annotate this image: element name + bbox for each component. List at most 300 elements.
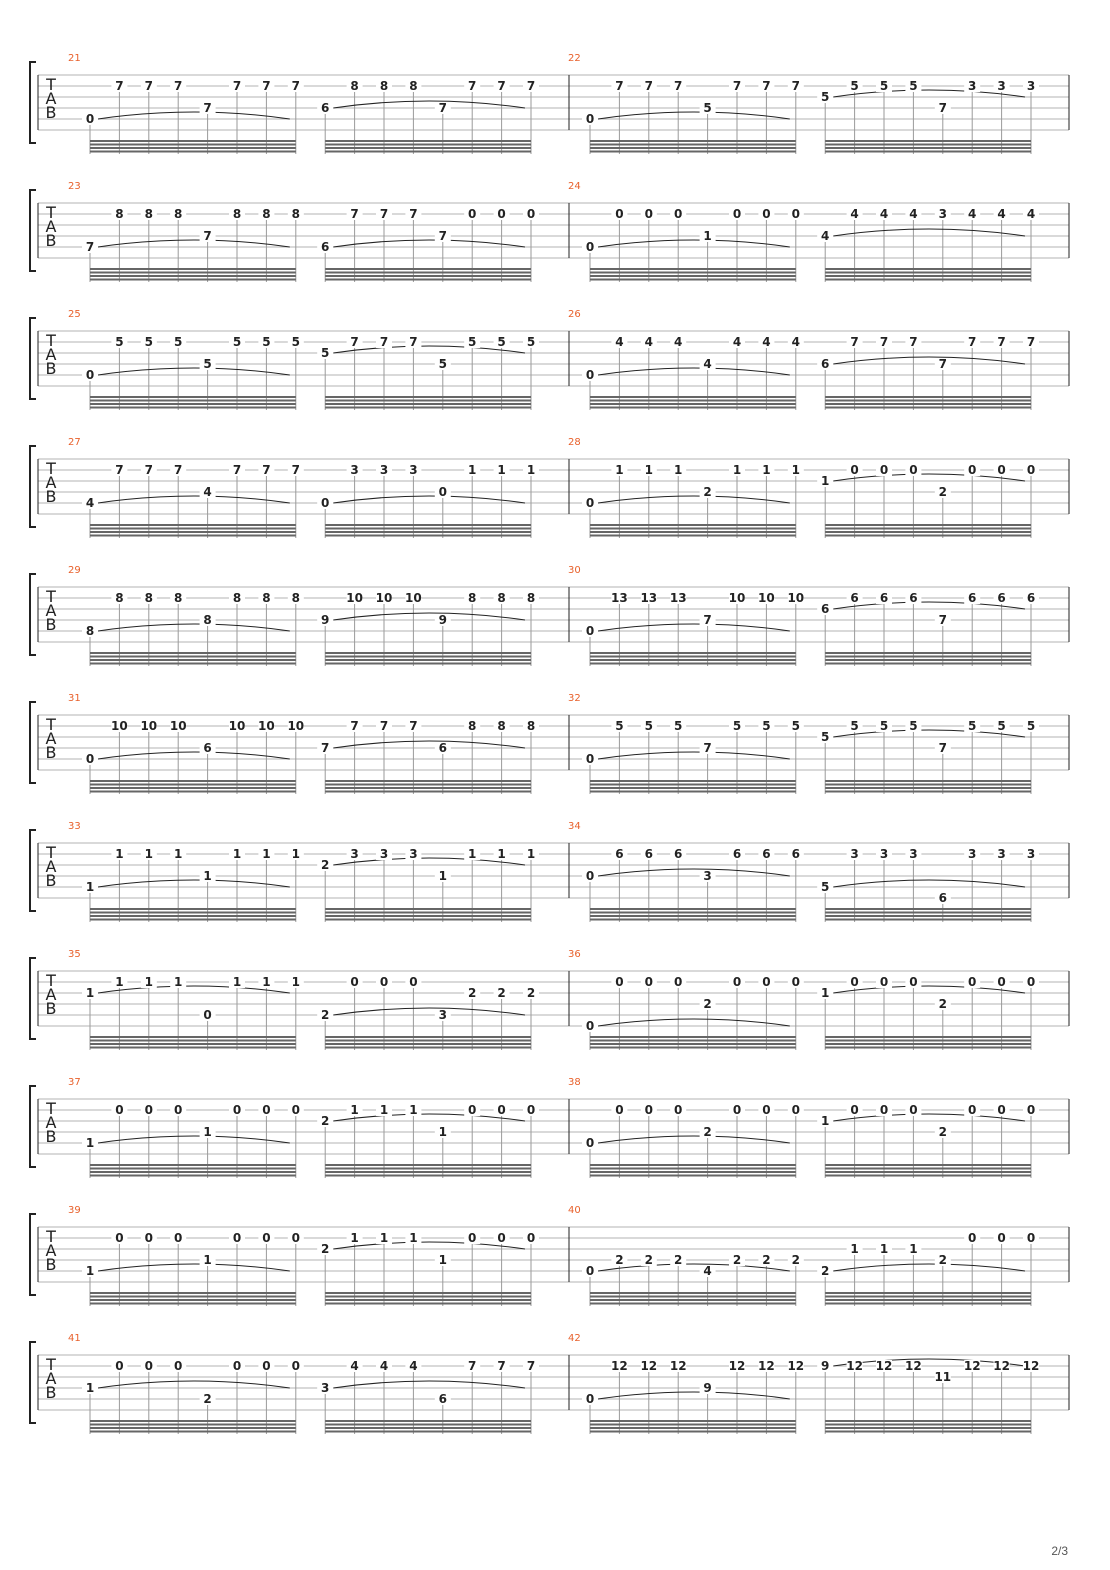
fret-number: 0	[615, 207, 624, 221]
system-bracket	[30, 702, 36, 783]
tab-clef-letter: B	[45, 615, 57, 634]
tie-arc	[598, 240, 790, 247]
fret-number: 7	[703, 741, 712, 755]
fret-number: 7	[115, 79, 124, 93]
fret-number: 0	[174, 1231, 183, 1245]
fret-number: 7	[262, 79, 271, 93]
fret-number: 2	[203, 1392, 212, 1406]
tab-clef-letter: B	[45, 871, 57, 890]
fret-number: 1	[644, 463, 653, 477]
fret-number: 1	[174, 847, 183, 861]
fret-number: 5	[674, 719, 683, 733]
tab-clef-letter: A	[45, 729, 57, 748]
tab-clef-letter: A	[45, 345, 57, 364]
fret-number: 5	[850, 79, 859, 93]
fret-number: 0	[997, 1231, 1006, 1245]
fret-number: 3	[1026, 847, 1036, 861]
fret-number: 0	[497, 1103, 506, 1117]
fret-number: 0	[674, 1103, 683, 1117]
measure-number: 24	[568, 181, 581, 192]
tie-arc	[333, 741, 525, 748]
fret-number: 7	[762, 79, 771, 93]
tie-arc	[598, 869, 790, 876]
fret-number: 5	[968, 719, 977, 733]
fret-number: 0	[585, 1136, 595, 1150]
fret-number: 1	[526, 847, 536, 861]
fret-number: 1	[203, 1125, 212, 1139]
tie-arc	[98, 880, 290, 887]
fret-number: 0	[585, 1019, 595, 1033]
fret-number: 1	[468, 463, 477, 477]
fret-number: 10	[758, 591, 775, 605]
fret-number: 0	[85, 752, 95, 766]
fret-number: 4	[703, 1264, 712, 1278]
fret-number: 9	[703, 1381, 712, 1395]
fret-number: 0	[291, 1359, 300, 1373]
fret-number: 0	[1026, 463, 1036, 477]
fret-number: 0	[526, 207, 536, 221]
fret-number: 8	[350, 79, 359, 93]
fret-number: 8	[144, 207, 153, 221]
system-bracket	[30, 190, 36, 271]
fret-number: 7	[350, 719, 359, 733]
measure-number: 25	[68, 309, 81, 320]
fret-number: 12	[640, 1359, 658, 1373]
measure-number: 29	[68, 565, 81, 576]
measure-number: 41	[68, 1333, 81, 1344]
fret-number: 5	[497, 335, 506, 349]
fret-number: 8	[379, 79, 389, 93]
tab-clef-letter: T	[46, 203, 56, 222]
fret-number: 7	[291, 463, 300, 477]
measure-number: 31	[68, 693, 81, 704]
fret-number: 2	[674, 1253, 683, 1267]
fret-number: 1	[174, 975, 183, 989]
fret-number: 7	[938, 613, 947, 627]
fret-number: 2	[703, 485, 712, 499]
fret-number: 3	[968, 79, 977, 93]
fret-number: 0	[879, 975, 889, 989]
tie-arc	[98, 368, 290, 375]
tab-clef-letter: B	[45, 743, 57, 762]
fret-number: 0	[262, 1231, 271, 1245]
fret-number: 0	[379, 975, 389, 989]
fret-number: 0	[585, 752, 595, 766]
fret-number: 6	[203, 741, 212, 755]
fret-number: 0	[909, 975, 918, 989]
fret-number: 0	[262, 1103, 271, 1117]
page-number: 2/3	[1051, 1544, 1068, 1558]
measure-number: 39	[68, 1205, 81, 1216]
fret-number: 0	[585, 112, 595, 126]
fret-number: 6	[321, 240, 330, 254]
fret-number: 13	[669, 591, 687, 605]
tie-arc	[598, 624, 790, 631]
tab-clef-letter: A	[45, 1113, 57, 1132]
fret-number: 0	[1026, 1103, 1036, 1117]
tab-clef-letter: B	[45, 487, 57, 506]
fret-number: 12	[993, 1359, 1010, 1373]
fret-number: 0	[321, 496, 330, 510]
fret-number: 5	[909, 79, 918, 93]
fret-number: 1	[144, 975, 153, 989]
fret-number: 0	[997, 463, 1006, 477]
fret-number: 6	[615, 847, 624, 861]
fret-number: 12	[875, 1359, 893, 1373]
fret-number: 0	[968, 975, 977, 989]
fret-number: 0	[115, 1359, 124, 1373]
fret-number: 5	[232, 335, 242, 349]
fret-number: 1	[85, 986, 95, 1000]
fret-number: 7	[526, 1359, 536, 1373]
fret-number: 7	[674, 79, 683, 93]
fret-number: 7	[526, 79, 536, 93]
fret-number: 0	[409, 975, 418, 989]
fret-number: 0	[1026, 975, 1036, 989]
tie-arc	[98, 1136, 290, 1143]
tie-arc	[333, 101, 525, 108]
fret-number: 1	[821, 986, 830, 1000]
fret-number: 12	[846, 1359, 863, 1373]
fret-number: 10	[140, 719, 158, 733]
fret-number: 1	[85, 1264, 95, 1278]
fret-number: 8	[526, 719, 536, 733]
fret-number: 0	[497, 1231, 506, 1245]
fret-number: 5	[909, 719, 918, 733]
fret-number: 7	[203, 101, 212, 115]
tab-clef-letter: T	[46, 971, 56, 990]
tie-arc	[98, 496, 290, 503]
fret-number: 0	[585, 624, 595, 638]
fret-number: 7	[232, 79, 242, 93]
fret-number: 1	[850, 1242, 859, 1256]
fret-number: 8	[291, 591, 300, 605]
fret-number: 3	[850, 847, 859, 861]
fret-number: 1	[732, 463, 742, 477]
fret-number: 5	[850, 719, 859, 733]
system-bracket	[30, 958, 36, 1039]
tie-arc	[333, 496, 525, 503]
tab-clef-letter: A	[45, 1369, 57, 1388]
tab-clef-letter: A	[45, 857, 57, 876]
fret-number: 8	[409, 79, 418, 93]
measure-number: 33	[68, 821, 81, 832]
fret-number: 7	[174, 79, 183, 93]
fret-number: 6	[791, 847, 800, 861]
fret-number: 3	[379, 847, 389, 861]
fret-number: 6	[732, 847, 742, 861]
fret-number: 7	[262, 463, 271, 477]
fret-number: 10	[287, 719, 305, 733]
fret-number: 1	[526, 463, 536, 477]
fret-number: 4	[703, 357, 712, 371]
fret-number: 5	[821, 880, 830, 894]
fret-number: 1	[821, 1114, 830, 1128]
fret-number: 0	[644, 207, 653, 221]
fret-number: 0	[997, 975, 1006, 989]
fret-number: 2	[821, 1264, 830, 1278]
tab-clef-letter: T	[46, 587, 56, 606]
system-bracket	[30, 62, 36, 143]
fret-number: 12	[669, 1359, 687, 1373]
tab-clef-letter: T	[46, 1099, 56, 1118]
fret-number: 1	[438, 1125, 447, 1139]
fret-number: 4	[909, 207, 918, 221]
fret-number: 0	[115, 1231, 124, 1245]
fret-number: 0	[174, 1359, 183, 1373]
fret-number: 3	[997, 79, 1006, 93]
fret-number: 7	[379, 719, 389, 733]
fret-number: 0	[262, 1359, 271, 1373]
fret-number: 5	[291, 335, 300, 349]
fret-number: 3	[409, 463, 418, 477]
fret-number: 8	[115, 591, 124, 605]
fret-number: 7	[144, 79, 153, 93]
fret-number: 6	[762, 847, 771, 861]
fret-number: 0	[497, 207, 506, 221]
tab-clef-letter: T	[46, 459, 56, 478]
fret-number: 1	[262, 847, 271, 861]
fret-number: 5	[821, 90, 830, 104]
fret-number: 7	[438, 101, 447, 115]
fret-number: 0	[1026, 1231, 1036, 1245]
fret-number: 1	[144, 847, 153, 861]
fret-number: 0	[762, 975, 771, 989]
fret-number: 0	[585, 496, 595, 510]
fret-number: 7	[1026, 335, 1036, 349]
fret-number: 2	[938, 997, 947, 1011]
fret-number: 1	[85, 1381, 95, 1395]
fret-number: 8	[174, 207, 183, 221]
fret-number: 2	[644, 1253, 653, 1267]
fret-number: 12	[1022, 1359, 1040, 1373]
fret-number: 10	[346, 591, 363, 605]
fret-number: 2	[321, 1008, 330, 1022]
fret-number: 3	[703, 869, 712, 883]
fret-number: 5	[997, 719, 1006, 733]
fret-number: 7	[174, 463, 183, 477]
tab-clef-letter: B	[45, 1383, 57, 1402]
fret-number: 5	[703, 101, 712, 115]
fret-number: 4	[821, 229, 830, 243]
fret-number: 10	[228, 719, 246, 733]
fret-number: 4	[732, 335, 742, 349]
fret-number: 7	[350, 207, 359, 221]
fret-number: 0	[232, 1231, 242, 1245]
fret-number: 0	[644, 975, 653, 989]
fret-number: 8	[468, 719, 477, 733]
fret-number: 1	[703, 229, 712, 243]
fret-number: 8	[291, 207, 300, 221]
fret-number: 3	[350, 847, 359, 861]
fret-number: 4	[674, 335, 683, 349]
fret-number: 8	[232, 591, 242, 605]
fret-number: 0	[144, 1359, 153, 1373]
fret-number: 1	[85, 880, 95, 894]
fret-number: 0	[791, 207, 800, 221]
fret-number: 0	[585, 1264, 595, 1278]
tab-clef-letter: B	[45, 359, 57, 378]
fret-number: 1	[203, 1253, 212, 1267]
fret-number: 6	[850, 591, 859, 605]
fret-number: 1	[115, 847, 124, 861]
fret-number: 0	[791, 975, 800, 989]
fret-number: 0	[674, 207, 683, 221]
tab-clef-letter: A	[45, 985, 57, 1004]
measure-number: 26	[568, 309, 581, 320]
fret-number: 1	[291, 847, 300, 861]
fret-number: 8	[262, 207, 271, 221]
fret-number: 0	[585, 368, 595, 382]
fret-number: 5	[879, 719, 889, 733]
fret-number: 9	[438, 613, 447, 627]
fret-number: 7	[791, 79, 800, 93]
fret-number: 1	[350, 1231, 359, 1245]
fret-number: 6	[1026, 591, 1036, 605]
fret-number: 1	[497, 463, 506, 477]
fret-number: 0	[879, 463, 889, 477]
fret-number: 7	[703, 613, 712, 627]
fret-number: 10	[375, 591, 393, 605]
tie-arc	[333, 1008, 525, 1015]
fret-number: 0	[174, 1103, 183, 1117]
tab-clef-letter: T	[46, 715, 56, 734]
fret-number: 0	[732, 1103, 742, 1117]
fret-number: 6	[438, 1392, 447, 1406]
tie-arc	[833, 1264, 1025, 1271]
fret-number: 6	[674, 847, 683, 861]
fret-number: 2	[762, 1253, 771, 1267]
fret-number: 1	[350, 1103, 359, 1117]
fret-number: 7	[409, 335, 418, 349]
tie-arc	[98, 1264, 290, 1271]
tie-arc	[833, 357, 1025, 364]
fret-number: 2	[703, 1125, 712, 1139]
fret-number: 7	[938, 357, 947, 371]
measure-number: 23	[68, 181, 81, 192]
fret-number: 1	[468, 847, 477, 861]
fret-number: 10	[111, 719, 128, 733]
fret-number: 6	[909, 591, 918, 605]
measure-number: 42	[568, 1333, 581, 1344]
fret-number: 2	[468, 986, 477, 1000]
measure-number: 36	[568, 949, 581, 960]
fret-number: 5	[879, 79, 889, 93]
fret-number: 7	[468, 79, 477, 93]
fret-number: 3	[379, 463, 389, 477]
fret-number: 5	[615, 719, 624, 733]
fret-number: 5	[262, 335, 271, 349]
fret-number: 7	[144, 463, 153, 477]
fret-number: 6	[821, 602, 830, 616]
fret-number: 7	[644, 79, 653, 93]
fret-number: 7	[468, 1359, 477, 1373]
fret-number: 0	[350, 975, 359, 989]
tie-arc	[598, 1136, 790, 1143]
tab-clef-letter: A	[45, 217, 57, 236]
tie-arc	[598, 1392, 790, 1399]
fret-number: 4	[350, 1359, 359, 1373]
fret-number: 0	[615, 975, 624, 989]
fret-number: 2	[938, 1253, 947, 1267]
fret-number: 1	[379, 1231, 389, 1245]
fret-number: 1	[497, 847, 506, 861]
fret-number: 0	[762, 207, 771, 221]
fret-number: 10	[787, 591, 805, 605]
fret-number: 7	[938, 101, 947, 115]
fret-number: 0	[291, 1103, 300, 1117]
tab-clef-letter: T	[46, 1227, 56, 1246]
fret-number: 3	[409, 847, 418, 861]
fret-number: 12	[963, 1359, 981, 1373]
fret-number: 3	[879, 847, 889, 861]
fret-number: 1	[262, 975, 271, 989]
fret-number: 7	[615, 79, 624, 93]
fret-number: 5	[174, 335, 183, 349]
tab-clef-letter: B	[45, 1127, 57, 1146]
fret-number: 2	[615, 1253, 624, 1267]
fret-number: 1	[674, 463, 683, 477]
tie-arc	[98, 624, 290, 631]
fret-number: 7	[321, 741, 330, 755]
tab-clef-letter: T	[46, 843, 56, 862]
fret-number: 12	[787, 1359, 805, 1373]
fret-number: 10	[169, 719, 187, 733]
fret-number: 8	[144, 591, 153, 605]
system-bracket	[30, 1342, 36, 1423]
measure-number: 27	[68, 437, 81, 448]
fret-number: 12	[905, 1359, 922, 1373]
fret-number: 5	[526, 335, 536, 349]
fret-number: 1	[232, 975, 242, 989]
tie-arc	[833, 880, 1025, 887]
fret-number: 5	[644, 719, 653, 733]
fret-number: 7	[203, 229, 212, 243]
fret-number: 4	[644, 335, 653, 349]
fret-number: 2	[703, 997, 712, 1011]
fret-number: 0	[879, 1103, 889, 1117]
system-bracket	[30, 830, 36, 911]
tie-arc	[833, 229, 1025, 236]
fret-number: 3	[938, 207, 947, 221]
fret-number: 1	[232, 847, 242, 861]
fret-number: 6	[879, 591, 889, 605]
measure-number: 28	[568, 437, 581, 448]
tie-arc	[98, 112, 290, 119]
fret-number: 1	[879, 1242, 889, 1256]
fret-number: 8	[85, 624, 95, 638]
fret-number: 0	[850, 1103, 859, 1117]
fret-number: 1	[821, 474, 830, 488]
fret-number: 0	[526, 1231, 536, 1245]
fret-number: 5	[791, 719, 800, 733]
fret-number: 7	[732, 79, 742, 93]
fret-number: 3	[350, 463, 359, 477]
fret-number: 7	[291, 79, 300, 93]
tie-arc	[98, 1381, 290, 1388]
tie-arc	[333, 1381, 525, 1388]
measure-number: 37	[68, 1077, 81, 1088]
fret-number: 2	[321, 858, 330, 872]
fret-number: 0	[732, 975, 742, 989]
system-bracket	[30, 318, 36, 399]
fret-number: 0	[144, 1231, 153, 1245]
fret-number: 0	[762, 1103, 771, 1117]
fret-number: 2	[732, 1253, 742, 1267]
fret-number: 6	[321, 101, 330, 115]
fret-number: 0	[85, 112, 95, 126]
tie-arc	[598, 1019, 790, 1026]
